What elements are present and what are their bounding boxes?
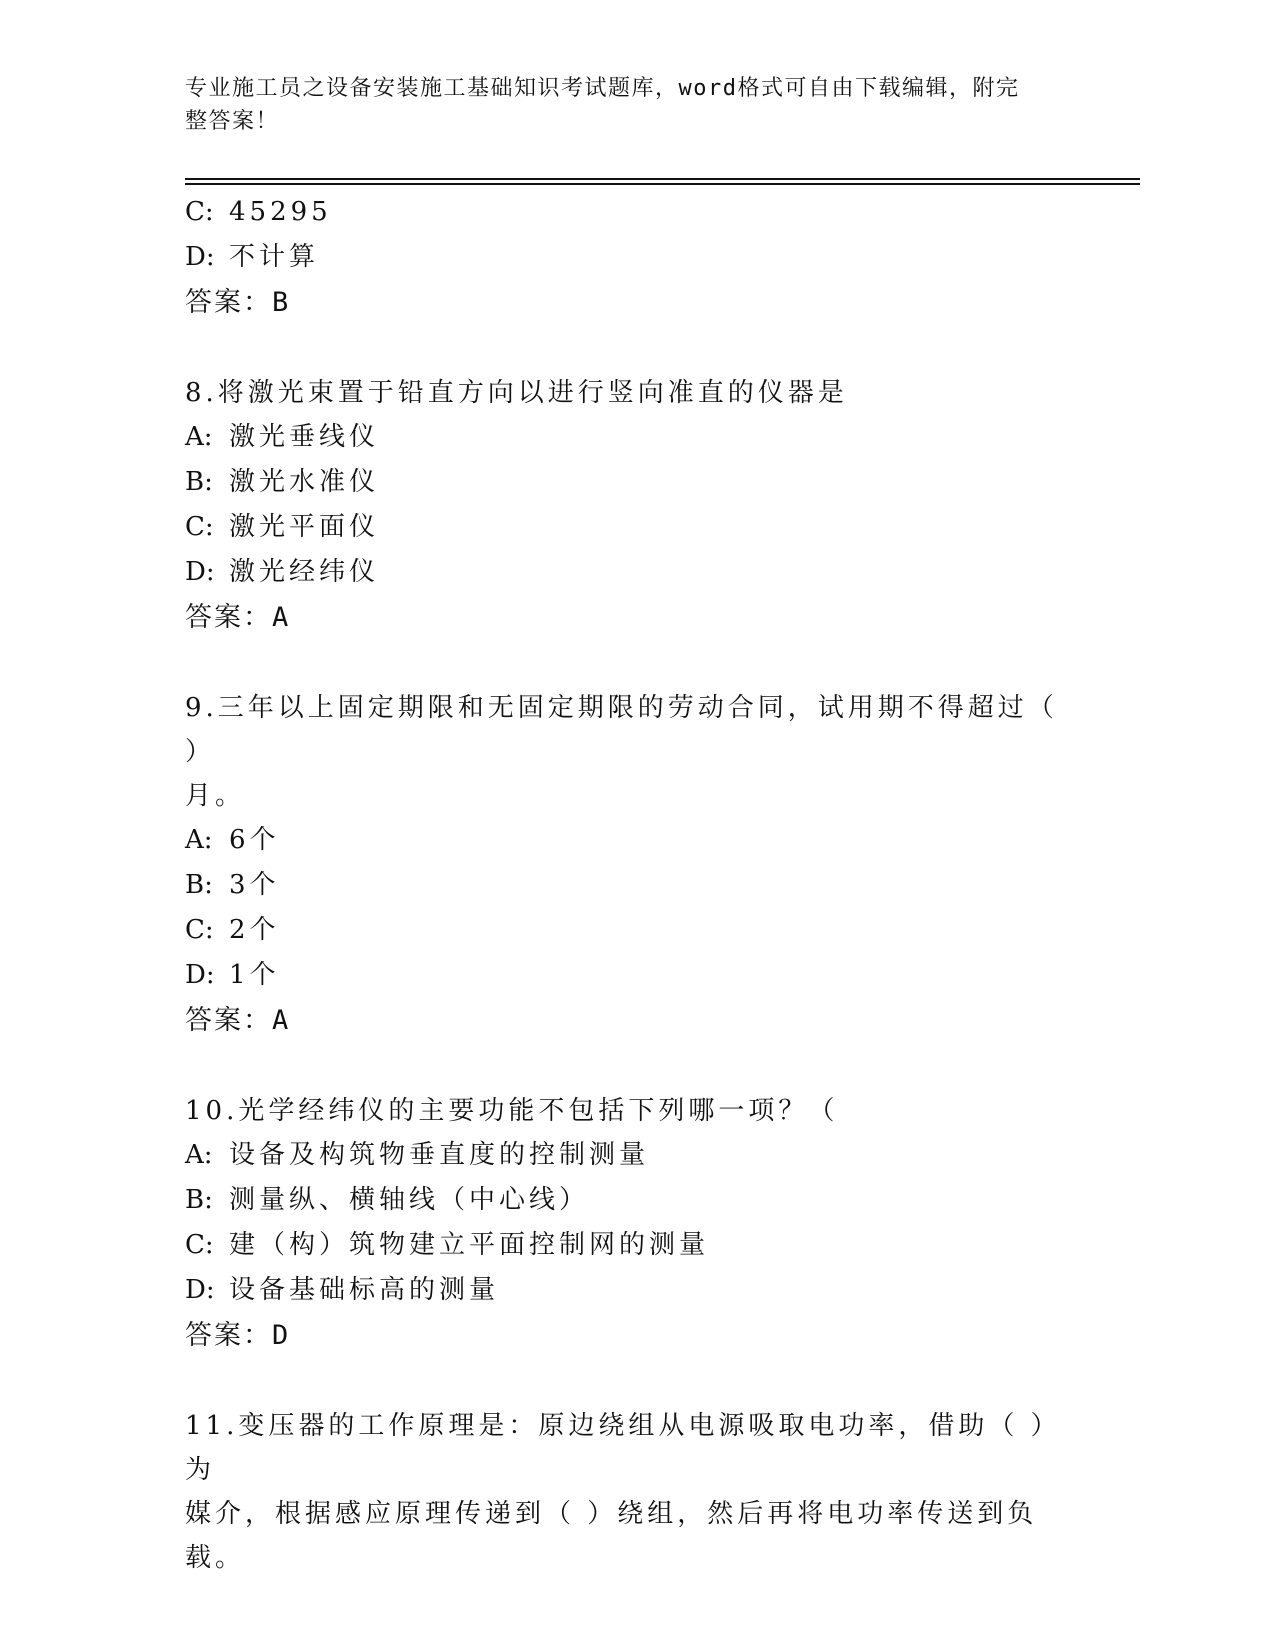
option-key: A:	[185, 422, 213, 452]
option-key: D:	[185, 1275, 215, 1305]
header-divider-top	[185, 178, 1140, 180]
option-text: 2个	[229, 915, 280, 945]
option-key: C:	[185, 1230, 214, 1260]
option-text: 3个	[229, 870, 280, 900]
option-key: D:	[185, 242, 215, 272]
page-header	[185, 72, 1065, 138]
option-key: B:	[185, 1185, 213, 1215]
question-8	[185, 371, 1085, 640]
option-key: B:	[185, 467, 213, 497]
question-7-continued	[185, 190, 1085, 325]
header-title-line-1: 专业施工员之设备安装施工基础知识考试题库，word格式可自由下载编辑，附完	[185, 76, 1020, 101]
question-text-line-1: 11.变压器的工作原理是：原边绕组从电源吸取电功率，借助（ ）为	[185, 1411, 1061, 1485]
option-key: C:	[185, 512, 214, 542]
option-d	[185, 550, 1085, 595]
option-text: 45295	[229, 197, 332, 227]
spacer	[185, 640, 1085, 686]
option-a	[185, 415, 1085, 460]
question-text	[185, 686, 1065, 818]
header-title-line-2: 整答案！	[185, 109, 280, 134]
option-key: D:	[185, 557, 215, 587]
question-text-line-1: 9.三年以上固定期限和无固定期限的劳动合同，试用期不得超过（ ）	[185, 693, 1058, 767]
option-d	[185, 235, 1085, 280]
option-a	[185, 1133, 1085, 1178]
option-text: 激光水准仪	[229, 467, 380, 497]
answer-line: 答案：D	[185, 1320, 291, 1351]
option-c	[185, 190, 1085, 235]
option-c	[185, 908, 1085, 953]
option-d	[185, 1268, 1085, 1313]
spacer	[185, 325, 1085, 371]
question-text-line-2: 月。	[185, 781, 246, 811]
option-text: 6个	[229, 825, 280, 855]
option-a	[185, 818, 1085, 863]
question-list	[185, 190, 1085, 1580]
spacer	[185, 1043, 1085, 1089]
option-key: C:	[185, 197, 214, 227]
question-10	[185, 1089, 1085, 1358]
option-c	[185, 505, 1085, 550]
option-text: 不计算	[229, 242, 320, 272]
option-key: B:	[185, 870, 213, 900]
answer-line: 答案：B	[185, 287, 291, 318]
option-d	[185, 953, 1085, 998]
option-text: 激光平面仪	[229, 512, 380, 542]
option-text: 设备及构筑物垂直度的控制测量	[229, 1140, 650, 1170]
option-text: 1个	[229, 960, 280, 990]
option-b	[185, 460, 1085, 505]
option-c	[185, 1223, 1085, 1268]
answer-line: 答案：A	[185, 602, 291, 633]
option-key: A:	[185, 825, 213, 855]
option-b	[185, 1178, 1085, 1223]
option-key: D:	[185, 960, 215, 990]
header-divider-bottom	[185, 183, 1140, 185]
option-text: 激光经纬仪	[229, 557, 380, 587]
option-text: 设备基础标高的测量	[229, 1275, 500, 1305]
question-9	[185, 686, 1085, 1043]
option-b	[185, 863, 1085, 908]
question-text: 10.光学经纬仪的主要功能不包括下列哪一项？（	[185, 1096, 839, 1126]
option-key: C:	[185, 915, 214, 945]
question-text: 8.将激光束置于铅直方向以进行竖向准直的仪器是	[185, 378, 848, 408]
option-text: 建（构）筑物建立平面控制网的测量	[229, 1230, 710, 1260]
answer-line: 答案：A	[185, 1005, 291, 1036]
question-11	[185, 1404, 1085, 1580]
option-key: A:	[185, 1140, 213, 1170]
question-text-line-2: 媒介，根据感应原理传递到（ ）绕组，然后再将电功率传送到负载。	[185, 1499, 1038, 1573]
question-text	[185, 1404, 1065, 1580]
spacer	[185, 1358, 1085, 1404]
option-text: 激光垂线仪	[229, 422, 380, 452]
option-text: 测量纵、横轴线（中心线）	[229, 1185, 590, 1215]
